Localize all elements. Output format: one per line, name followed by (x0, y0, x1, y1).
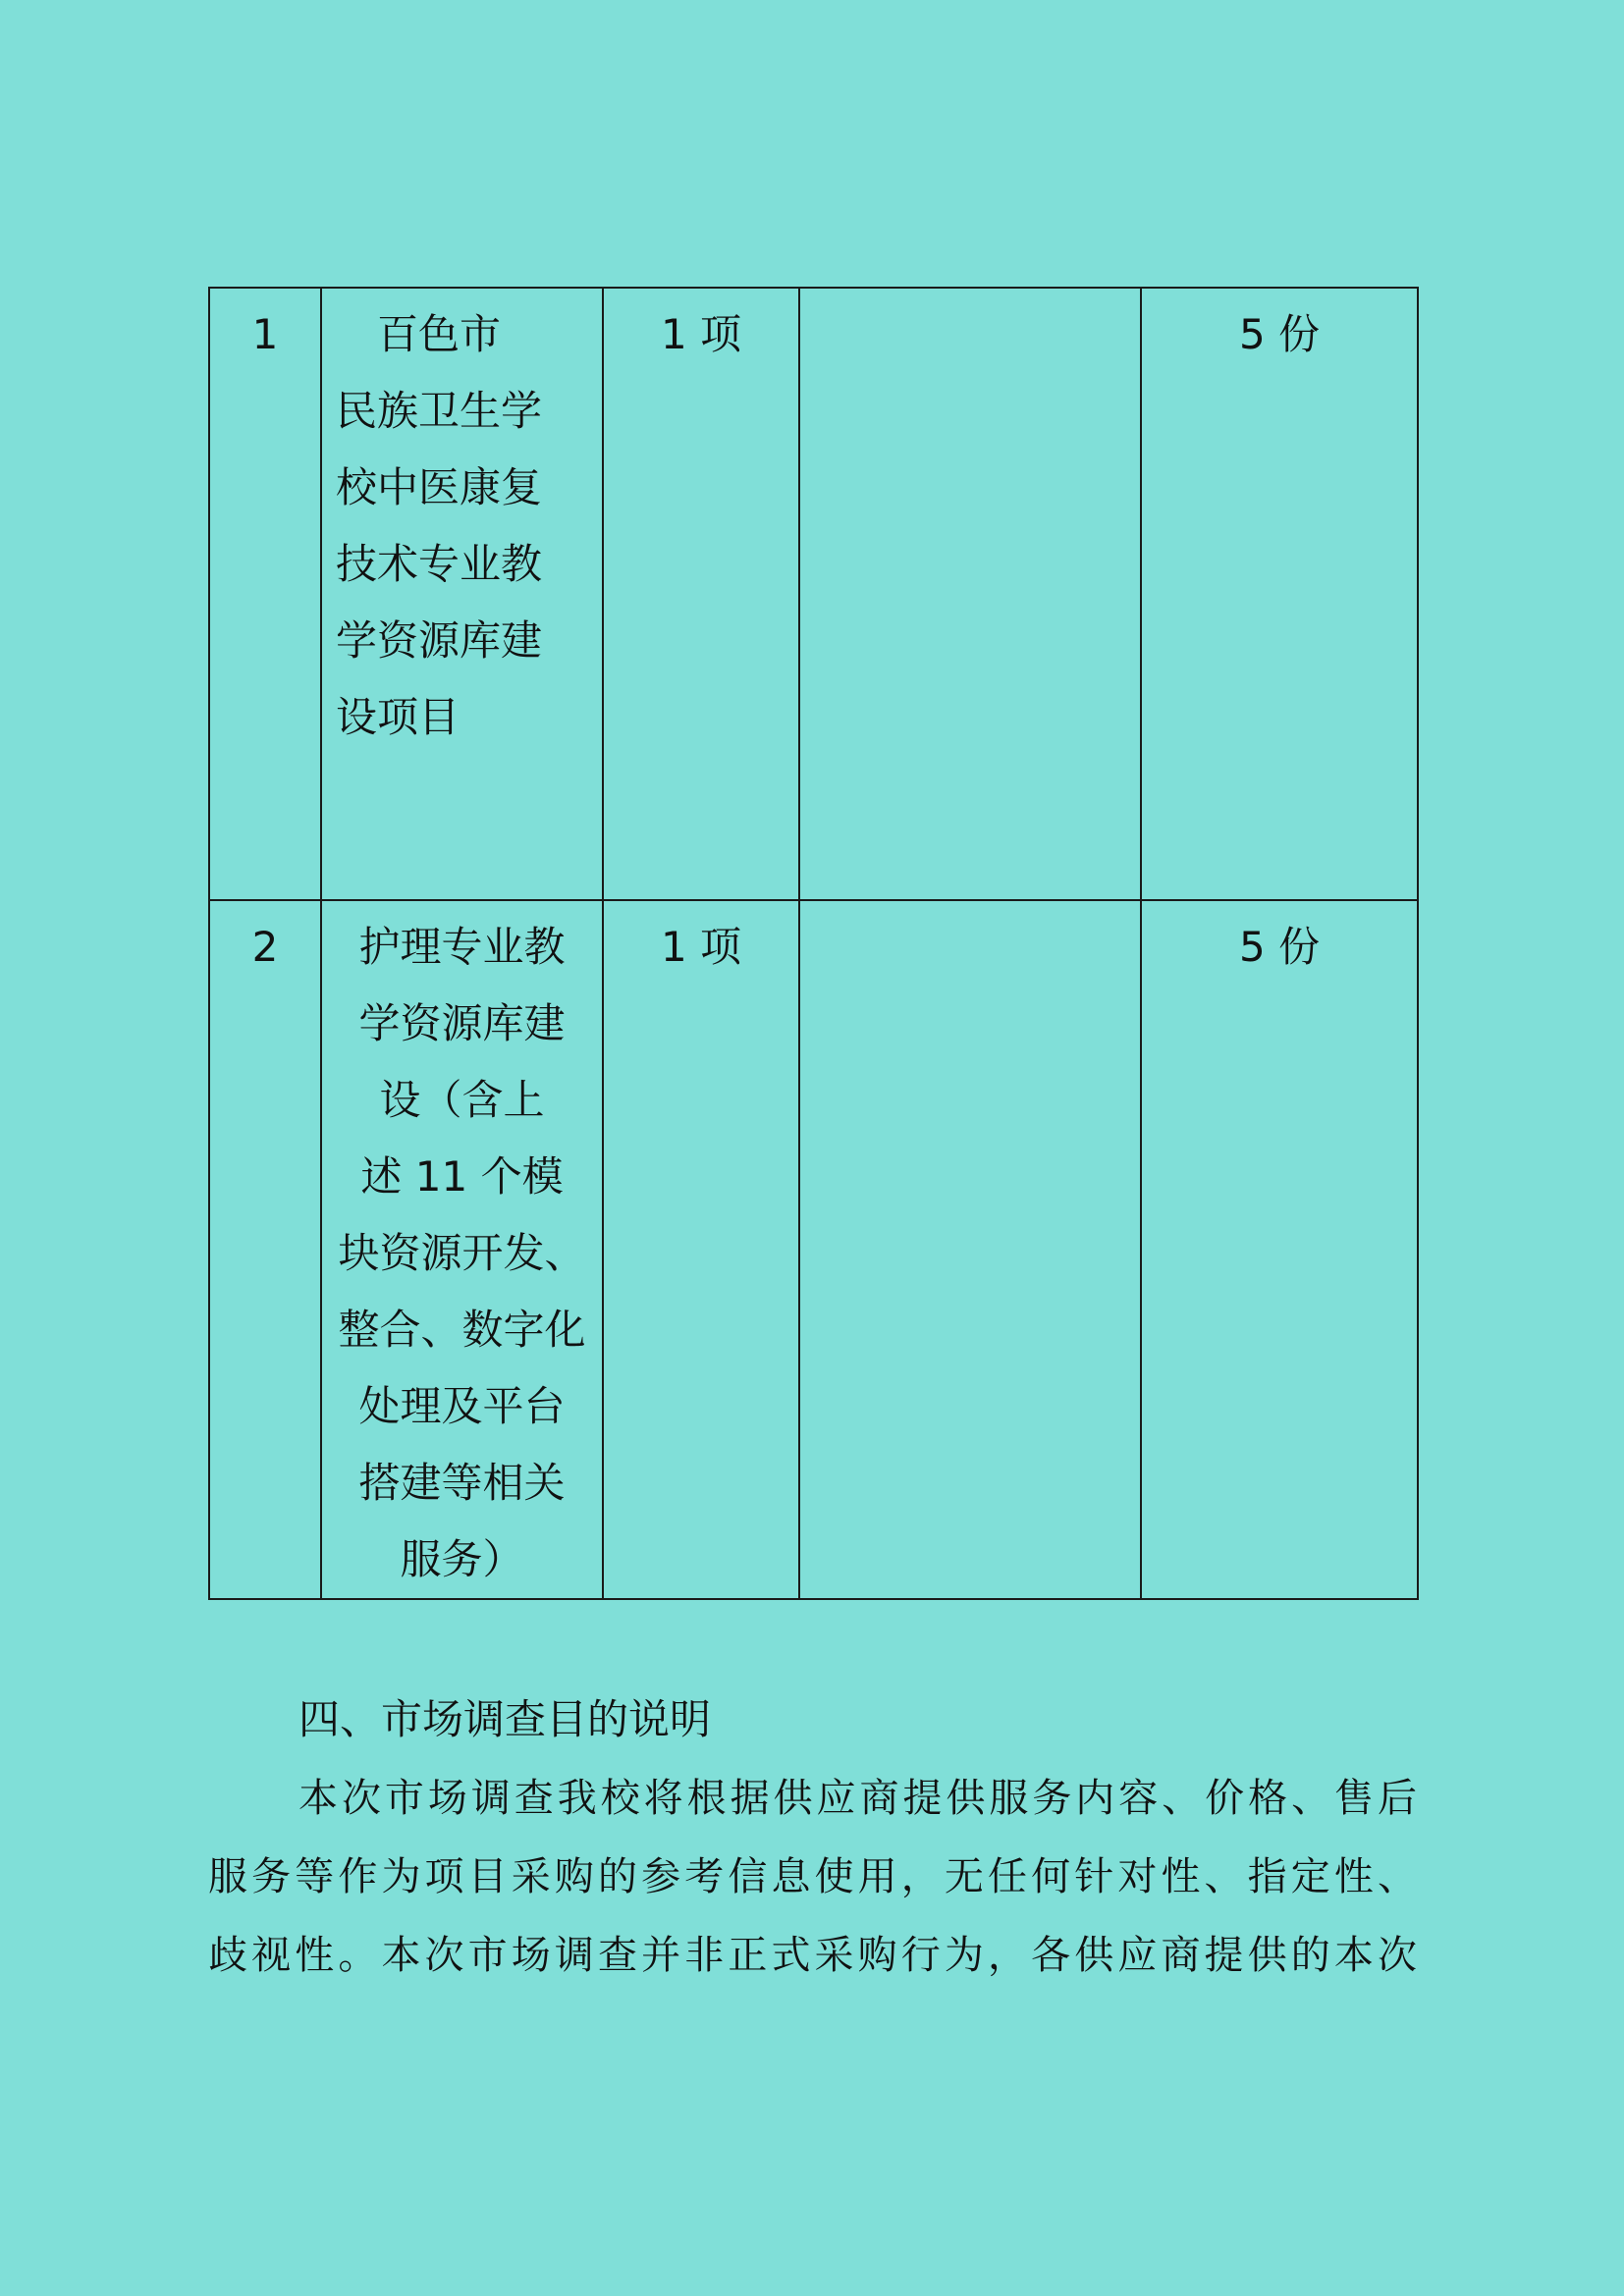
quantity-cell (603, 900, 799, 1599)
item-col4 (800, 901, 1140, 909)
procurement-items-table (208, 287, 1419, 1600)
quantity-cell (603, 288, 799, 900)
paragraph-line: 本次市场调查我校将根据供应商提供服务内容、价格、售后 (298, 1776, 1417, 1821)
copies-cell (1141, 288, 1418, 900)
row-index-cell (209, 288, 321, 900)
row-index: 2 (251, 923, 279, 971)
table-row (209, 288, 1418, 900)
row-index-cell (209, 900, 321, 1599)
copies-cell (1141, 900, 1418, 1599)
paragraph-line: 服务等作为项目采购的参考信息使用，无任何针对性、指定性、 (208, 1854, 1417, 1899)
item-name-cell (321, 900, 603, 1599)
paragraph-line: 歧视性。本次市场调查并非正式采购行为，各供应商提供的本次 (208, 1933, 1417, 1978)
section-heading: 四、市场调查目的说明 (298, 1695, 712, 1743)
row-index: 1 (251, 310, 279, 358)
empty-cell (799, 288, 1141, 900)
item-name: 护理专业教 学资源库建 设（含上 述 11 个模 块资源开发、 整合、数字化 处理及平台 搭建等相关 服务） (338, 923, 586, 1583)
item-name-cell (321, 288, 603, 900)
item-quantity: 1 项 (660, 923, 742, 971)
empty-cell (799, 900, 1141, 1599)
table-row (209, 900, 1418, 1599)
item-col4 (800, 289, 1140, 296)
item-copies: 5 份 (1238, 310, 1321, 358)
item-name: 百色市 民族卫生学 校中医康复 技术专业教 学资源库建 设项目 (336, 310, 543, 741)
item-quantity: 1 项 (660, 310, 742, 358)
item-copies: 5 份 (1238, 923, 1321, 971)
section-paragraph (208, 1759, 1417, 1995)
